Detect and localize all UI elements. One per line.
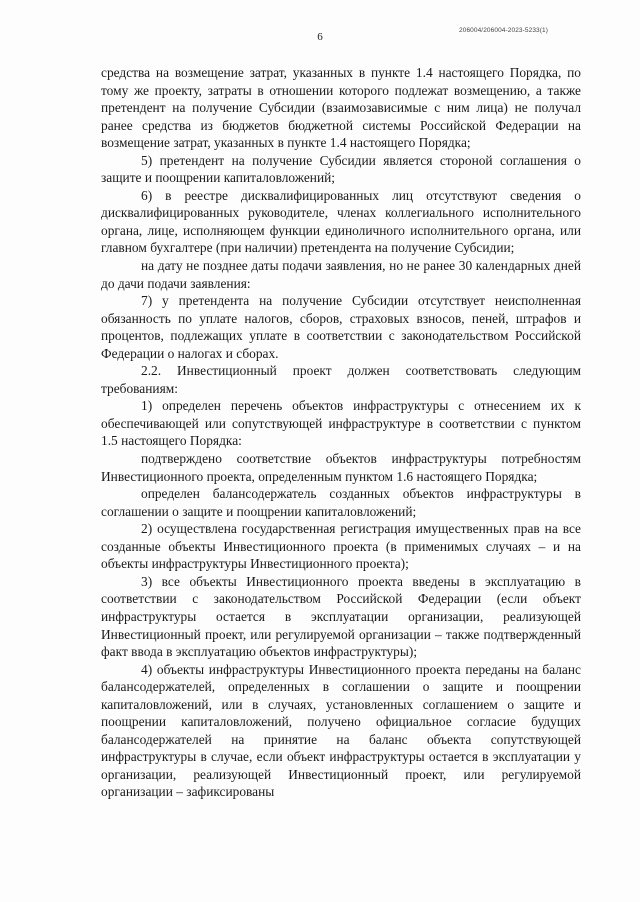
paragraph: на дату не позднее даты подачи заявления, но не ранее 30 календарных дней до дачи подачи заявления: <box>101 258 581 291</box>
paragraph: 1) определен перечень объектов инфраструктуры с отнесением их к обеспечивающей или сопутствующей инфраструктуре в соответствии с пунктом 1.5 настоящего Порядка: <box>101 398 581 449</box>
paragraph: 2.2. Инвестиционный проект должен соответствовать следующим требованиям: <box>101 363 581 396</box>
paragraph: 4) объекты инфраструктуры Инвестиционного проекта переданы на баланс балансодержателей, определенных в соглашении о защите и поощрении капиталовложений, или в случаях, установленных соглашением о защите и поощрении капиталовложений, получено официальное согласие будущих балансодержателей на принятие на баланс объекта сопутствующей инфраструктуры в случае, если объект инфраструктуры остается в эксплуатации у организации, реализующей Инвестиционный проект, или регулируемой организации – зафиксированы <box>101 661 581 800</box>
paragraph: 2) осуществлена государственная регистрация имущественных прав на все созданные объекты Инвестиционного проекта (в применимых случаях – и на объекты инфраструктуры Инвестиционного проекта); <box>101 521 581 572</box>
paragraph: 7) у претендента на получение Субсидии отсутствует неисполненная обязанность по уплате налогов, сборов, страховых взносов, пеней, штрафов и процентов, подлежащих уплате в соответствии с законодательством Российской Федерации о налогах и сборах. <box>101 293 581 361</box>
paragraph: определен балансодержатель созданных объектов инфраструктуры в соглашении о защите и поощрении капиталовложений; <box>101 486 581 519</box>
paragraph: 6) в реестре дисквалифицированных лиц отсутствуют сведения о дисквалифицированных руководителе, членах коллегиального исполнительного органа, лице, исполняющем функции единоличного исполнительного органа, или главном бухгалтере (при наличии) претендента на получение Субсидии; <box>101 187 581 256</box>
document-body <box>101 64 581 801</box>
document-id: 206004/206004-2023-5233(1) <box>459 27 548 34</box>
paragraph: средства на возмещение затрат, указанных в пункте 1.4 настоящего Порядка, по тому же проекту, затраты в отношении которого подлежат возмещению, а также претендент на получение Субсидии (взаимозависимые с ним лица) не получал ранее средства из бюджетов бюджетной системы Российской Федерации на возмещение затрат, указанных в пункте 1.4 настоящего Порядка; <box>101 65 581 151</box>
paragraph: подтверждено соответствие объектов инфраструктуры потребностям Инвестиционного проекта, определенным пунктом 1.6 настоящего Порядка; <box>101 451 581 484</box>
paragraph: 3) все объекты Инвестиционного проекта введены в эксплуатацию в соответствии с законодательством Российской Федерации (если объект инфраструктуры остается в эксплуатации организации, реализующей Инвестиционный проект, или регулируемой организации – также подтвержденный факт ввода в эксплуатацию объектов инфраструктуры); <box>101 573 581 660</box>
page-number: 6 <box>317 31 323 43</box>
paragraph: 5) претендент на получение Субсидии является стороной соглашения о защите и поощрении капиталовложений; <box>101 152 581 186</box>
